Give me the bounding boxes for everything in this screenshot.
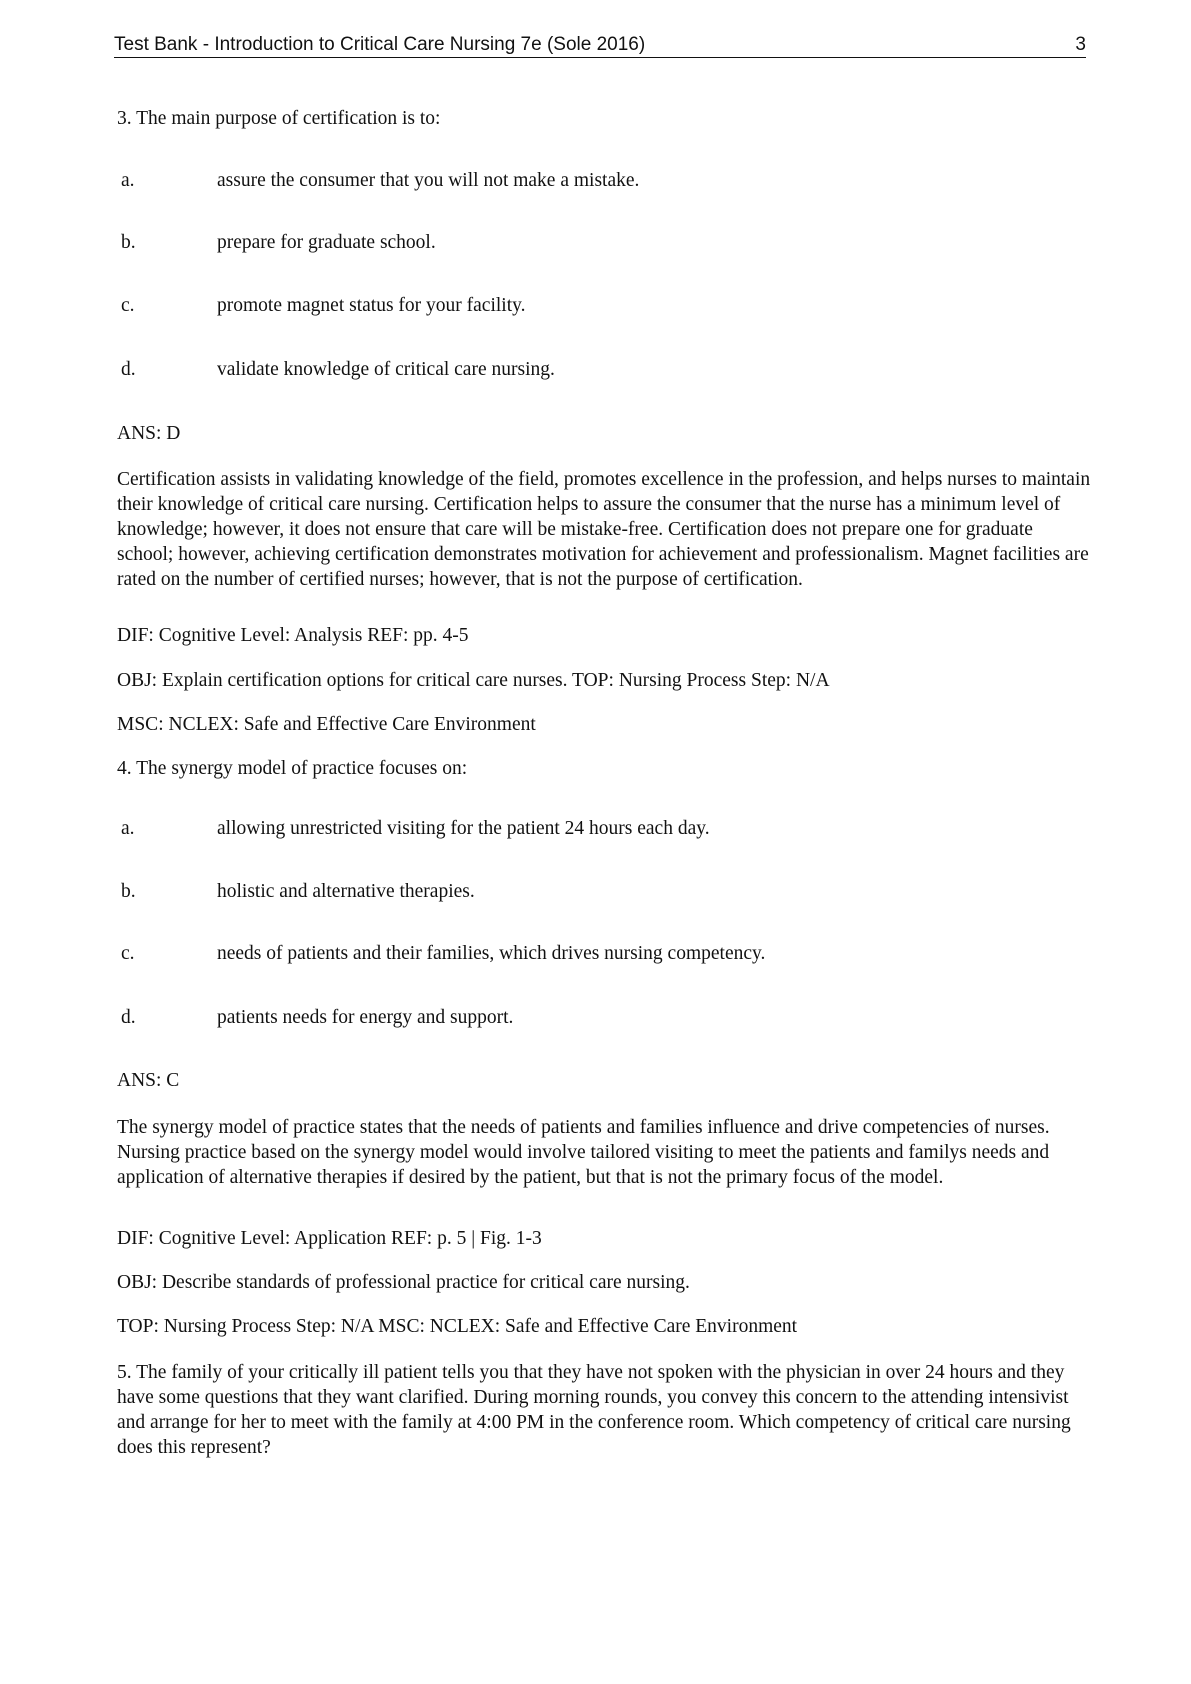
question-4-topic: TOP: Nursing Process Step: N/A MSC: NCLEX: Safe and Effective Care Environment	[117, 1316, 798, 1337]
option-text: promote magnet status for your facility.	[217, 295, 526, 316]
question-3-rationale: Certification assists in validating knowledge of the field, promotes excellence in the profession, and helps nurses to maintain their knowledge of critical care nursing. Certification helps to assure the consumer that the nurse has a minimum level of knowledge; however, it does not ensure that care will be mistake-free. Certification does not prepare one for graduate school; however, achieving certification demonstrates motivation for achievement and professionalism. Magnet facilities are rated on the number of certified nurses; however, that is not the purpose of certification.	[117, 469, 1091, 590]
option-letter: c.	[121, 943, 135, 964]
option-letter: b.	[121, 881, 136, 902]
question-5-stem: 5. The family of your critically ill patient tells you that they have not spoken with the physician in over 24 hours and they have some questions that they want clarified. During morning rounds, you convey this concern to the attending intensivist and arrange for her to meet with the family at 4:00 PM in the conference room. Which competency of critical care nursing does this represent?	[117, 1362, 1071, 1458]
question-4-rationale: The synergy model of practice states that the needs of patients and families influence and drive competencies of nurses. Nursing practice based on the synergy model would involve tailored visiting to meet the patients and familys needs and application of alternative therapies if desired by the patient, but that is not the primary focus of the model.	[117, 1117, 1050, 1188]
option-letter: d.	[121, 1007, 136, 1028]
option-text: allowing unrestricted visiting for the patient 24 hours each day.	[217, 818, 710, 839]
option-letter: c.	[121, 295, 135, 316]
option-text: holistic and alternative therapies.	[217, 881, 475, 902]
option-letter: b.	[121, 232, 136, 253]
option-text: prepare for graduate school.	[217, 232, 436, 253]
page-header	[114, 34, 1086, 58]
option-letter: a.	[121, 170, 135, 191]
page-number: 3	[1075, 34, 1086, 55]
question-3-objective: OBJ: Explain certification options for critical care nurses. TOP: Nursing Process Step: N/A	[117, 670, 830, 691]
option-letter: a.	[121, 818, 135, 839]
question-4-stem: 4. The synergy model of practice focuses on:	[117, 758, 468, 779]
question-3-difficulty: DIF: Cognitive Level: Analysis REF: pp. 4-5	[117, 625, 469, 646]
option-letter: d.	[121, 359, 136, 380]
question-4-difficulty: DIF: Cognitive Level: Application REF: p. 5 | Fig. 1-3	[117, 1228, 542, 1249]
option-text: needs of patients and their families, which drives nursing competency.	[217, 943, 766, 964]
option-text: assure the consumer that you will not make a mistake.	[217, 170, 640, 191]
question-3-stem: 3. The main purpose of certification is to:	[117, 108, 441, 129]
option-text: validate knowledge of critical care nursing.	[217, 359, 555, 380]
question-4-objective: OBJ: Describe standards of professional practice for critical care nursing.	[117, 1272, 690, 1293]
question-4-answer: ANS: C	[117, 1070, 180, 1091]
header-title: Test Bank - Introduction to Critical Care Nursing 7e (Sole 2016)	[114, 34, 646, 55]
question-3-msc: MSC: NCLEX: Safe and Effective Care Environment	[117, 714, 536, 735]
option-text: patients needs for energy and support.	[217, 1007, 514, 1028]
question-3-answer: ANS: D	[117, 423, 181, 444]
